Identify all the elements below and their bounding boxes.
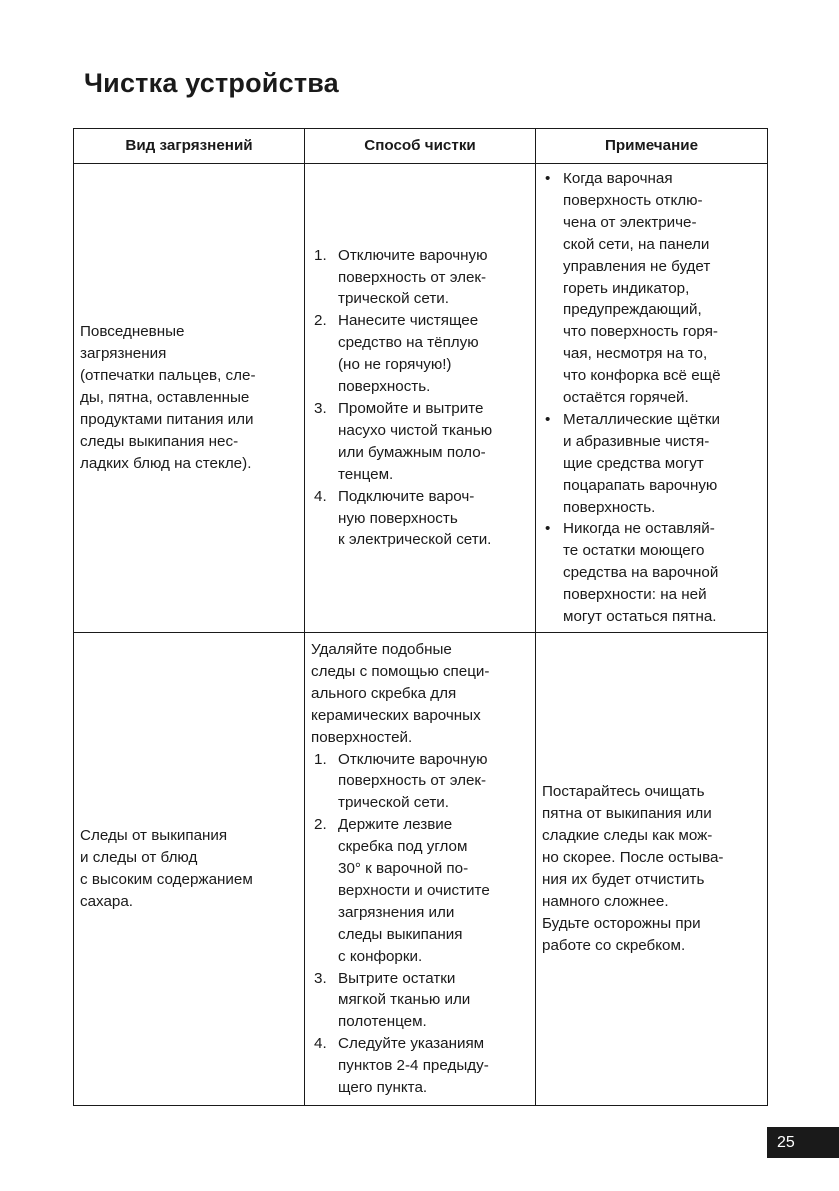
step-text: Подключите вароч- ную поверхность к электрической сети. — [338, 487, 492, 549]
step-number: 4. — [314, 1035, 327, 1053]
step-number: 3. — [314, 400, 327, 417]
notes-list — [542, 168, 761, 628]
note-cell — [536, 164, 768, 633]
page-number: 25 — [767, 1127, 839, 1158]
header-contamination-type: Вид загрязнений — [74, 129, 305, 164]
step-text: Вытрите остатки мягкой тканью или полотенцем. — [338, 969, 471, 1031]
step-number: 3. — [314, 969, 327, 987]
note-cell: Постарайтесь очищать пятна от выкипания или сладкие следы как мож- но скорее. После остыва- ния их будет отчистить намного сложнее. Будьте осторожны при работе со скребком. — [536, 633, 768, 1106]
cleaning-steps-list — [311, 749, 529, 1100]
step-text: Промойте и вытрите насухо чистой тканью или бумажным поло- тенцем. — [338, 400, 493, 483]
list-item — [542, 409, 761, 519]
contamination-type-cell: Следы от выкипания и следы от блюд с высоким содержанием сахара. — [74, 633, 305, 1106]
list-item — [311, 245, 529, 311]
list-item — [311, 814, 529, 967]
cleaning-table — [73, 128, 768, 1106]
cleaning-method-cell — [305, 633, 536, 1106]
step-text: Нанесите чистящее средство на тёплую (но не горячую!) поверхность. — [338, 312, 479, 396]
step-text: Отключите варочную поверхность от элек- трической сети. — [338, 750, 488, 812]
step-text: Держите лезвие скребка под углом 30° к варочной по- верхности и очистите загрязнения или следы выкипания с конфорки. — [338, 816, 490, 965]
note-text: Металлические щётки и абразивные чистя- щие средства могут поцарапать варочную поверхность. — [563, 410, 720, 516]
step-number: 1. — [314, 750, 327, 768]
page-title: Чистка устройства — [84, 68, 339, 98]
header-cleaning-method: Способ чистки — [305, 129, 536, 164]
header-note: Примечание — [536, 129, 768, 164]
table-header-row — [74, 129, 768, 164]
bullet-icon: • — [545, 520, 551, 538]
contamination-type-cell: Повседневные загрязнения (отпечатки пальцев, сле- ды, пятна, оставленные продуктами питания или следы выкипания нес- ладких блюд на стекле). — [74, 164, 305, 633]
note-text: Когда варочная поверхность отклю- чена от электриче- ской сети, на панели управления не будет гореть индикатор, предупреждающий, что поверхность горя- чая, несмотря на то, что конфорка всё ещё остаётся горячей. — [563, 169, 721, 407]
step-number: 2. — [314, 312, 327, 330]
cleaning-method-cell — [305, 164, 536, 633]
bullet-icon: • — [545, 410, 551, 428]
step-number: 1. — [314, 246, 327, 264]
table-row — [74, 164, 768, 633]
step-text: Следуйте указаниям пунктов 2-4 предыду- щего пункта. — [338, 1035, 489, 1097]
list-item — [311, 968, 529, 1034]
list-item — [542, 518, 761, 628]
table-row — [74, 633, 768, 1106]
list-item — [311, 486, 529, 552]
list-item — [311, 398, 529, 486]
list-item — [311, 310, 529, 398]
cleaning-steps-list — [311, 245, 529, 552]
list-item — [542, 168, 761, 409]
note-text: Никогда не оставляй- те остатки моющего средства на варочной поверхности: на ней могут остаться пятна. — [563, 520, 719, 626]
step-text: Отключите варочную поверхность от элек- трической сети. — [338, 246, 488, 308]
step-number: 4. — [314, 487, 327, 505]
method-intro: Удаляйте подобные следы с помощью специ- ального скребка для керамических варочных поверхностей. — [311, 640, 490, 746]
step-number: 2. — [314, 816, 327, 834]
bullet-icon: • — [545, 169, 551, 187]
list-item — [311, 1033, 529, 1099]
list-item — [311, 749, 529, 815]
